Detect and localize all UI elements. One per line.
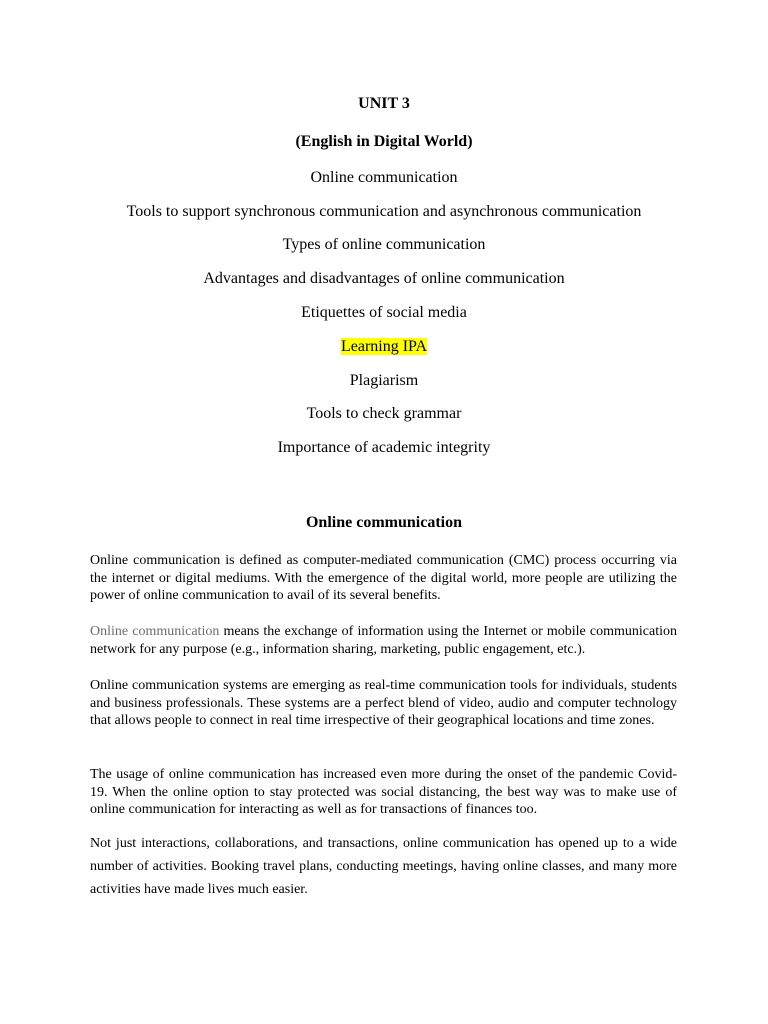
paragraph: Online communication is defined as computer-mediated communication (CMC) process occurring via the internet or digital mediums. With the emergence of the digital world, more people are utilizing the power of online communication to avail of its several benefits. <box>90 553 677 603</box>
paragraph: The usage of online communication has increased even more during the onset of the pandemic Covid-19. When the online option to stay protected was social distancing, the best way was to make use of online communication for interacting as well as for transactions of finances too. <box>90 767 677 817</box>
unit-title: UNIT 3 <box>358 95 410 112</box>
topic-item: Tools to check grammar <box>306 405 462 422</box>
unit-subtitle: (English in Digital World) <box>295 133 473 150</box>
topic-item: Tools to support synchronous communication and asynchronous communication <box>126 203 642 220</box>
section-heading: Online communication <box>305 514 462 531</box>
topic-item: Importance of academic integrity <box>277 439 491 456</box>
paragraph-text: means the exchange of information using the Internet or mobile communication network for any purpose (e.g., information sharing, marketing, public engagement, etc.). <box>90 624 677 657</box>
paragraph: Not just interactions, collaborations, and transactions, online communication has opened up to a wide number of activities. Booking travel plans, conducting meetings, having online classes, and many more activities have made lives much easier. <box>90 836 677 897</box>
topic-item-highlighted <box>0 337 768 357</box>
paragraph: Online communication systems are emerging as real-time communication tools for individuals, students and business professionals. These systems are a perfect blend of video, audio and computer technology that allows people to connect in real time irrespective of their geographical locations and time zones. <box>90 678 677 728</box>
topic-item: Advantages and disadvantages of online communication <box>203 270 565 287</box>
highlighted-text: Learning IPA <box>340 338 428 355</box>
topic-item: Types of online communication <box>282 236 486 253</box>
paragraph <box>90 623 677 658</box>
topic-item: Plagiarism <box>349 372 419 389</box>
topic-item: Online communication <box>310 169 458 186</box>
topic-item: Etiquettes of social media <box>301 304 467 321</box>
term-online-communication: Online communication <box>90 624 220 639</box>
